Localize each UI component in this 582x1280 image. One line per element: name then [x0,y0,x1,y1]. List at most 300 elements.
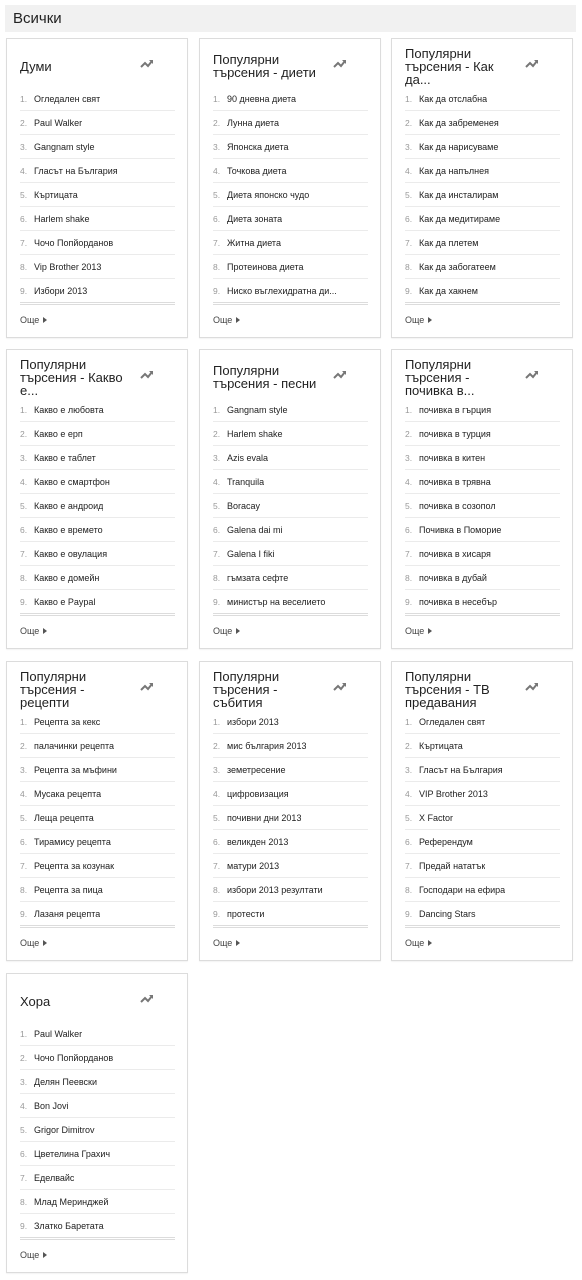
list-item[interactable] [20,494,175,518]
item-label: Boracay [227,500,261,511]
list-item[interactable] [213,470,368,494]
list-item[interactable] [213,758,368,782]
item-rank: 1. [405,93,413,104]
list-item[interactable] [213,207,368,231]
item-label: Harlem shake [227,428,283,439]
trending-up-icon[interactable] [525,682,539,692]
item-rank: 5. [213,189,221,200]
item-rank: 8. [213,572,221,583]
item-label: палачинки рецепта [34,740,115,751]
item-label: Рецепта за кекс [34,716,101,727]
item-rank: 3. [20,141,28,152]
item-label: Лунна диета [227,117,279,128]
item-label: великден 2013 [227,836,289,847]
item-label: Рецепта за пица [34,884,103,895]
item-rank: 7. [405,548,413,559]
list-item[interactable] [405,590,560,616]
item-rank: 6. [20,1148,28,1159]
item-label: Как да хакнем [419,285,478,296]
item-rank: 7. [20,1172,28,1183]
item-rank: 5. [213,812,221,823]
item-rank: 3. [213,452,221,463]
item-label: министър на веселието [227,596,326,607]
item-rank: 2. [405,428,413,439]
item-rank: 4. [20,165,28,176]
list-item[interactable] [20,854,175,878]
item-label: Гласът на България [34,165,118,176]
item-label: Какво е любовта [34,404,104,415]
item-label: Точкова диета [227,165,287,176]
list-item[interactable] [213,518,368,542]
item-rank: 9. [213,596,221,607]
item-label: Как да забременея [419,117,499,128]
item-label: Еделвайс [34,1172,75,1183]
chevron-right-icon [428,940,432,946]
list-item[interactable] [20,231,175,255]
list-item[interactable] [20,207,175,231]
list-item[interactable] [20,446,175,470]
item-label: Златко Баретата [34,1220,104,1231]
item-rank: 4. [20,1100,28,1111]
item-label: избори 2013 [227,716,279,727]
item-rank: 2. [405,740,413,751]
list-item[interactable] [20,87,175,111]
list-item[interactable] [20,1094,175,1118]
item-rank: 2. [20,428,28,439]
list-item[interactable] [405,782,560,806]
list-item[interactable] [213,734,368,758]
list-item[interactable] [20,902,175,928]
card-title[interactable]: Думи [20,58,52,74]
list-item[interactable] [405,183,560,207]
list-item[interactable] [20,183,175,207]
list-item[interactable] [213,902,368,928]
list-item[interactable] [213,710,368,734]
card-title[interactable]: Популярни търсения - Как да... [405,45,494,87]
more-link[interactable] [20,1250,47,1260]
item-label: цифровизация [227,788,289,799]
item-label: Как да плетем [419,237,479,248]
item-rank: 6. [405,213,413,224]
list-item[interactable] [213,255,368,279]
list-item[interactable] [20,782,175,806]
section-header: Всички [5,5,576,32]
list-item[interactable] [20,1118,175,1142]
item-label: протести [227,908,265,919]
item-label: Grigor Dimitrov [34,1124,95,1135]
item-rank: 4. [20,476,28,487]
list-item[interactable] [405,87,560,111]
card-title[interactable]: Популярни търсения - събития [213,668,280,710]
more-link[interactable] [405,938,432,948]
item-label: Предай нататък [419,860,486,871]
chevron-right-icon [236,317,240,323]
item-label: Как да напълнея [419,165,490,176]
more-label: Още [213,938,233,948]
item-rank: 9. [20,596,28,607]
list-item[interactable] [405,111,560,135]
item-label: Как да инсталирам [419,189,499,200]
list-item[interactable] [213,159,368,183]
list-item[interactable] [20,542,175,566]
card-title[interactable]: Популярни търсения - Какво е... [20,356,123,398]
item-label: Леща рецепта [34,812,94,823]
item-label: Tranquila [227,476,265,487]
item-rank: 3. [405,764,413,775]
item-rank: 1. [405,404,413,415]
item-rank: 3. [213,141,221,152]
list-item[interactable] [405,758,560,782]
list-item[interactable] [405,542,560,566]
item-rank: 7. [213,548,221,559]
list-item[interactable] [20,398,175,422]
trending-up-icon[interactable] [140,370,154,380]
item-rank: 1. [20,716,28,727]
list-item[interactable] [20,422,175,446]
more-link[interactable] [405,315,432,325]
trend-card [6,38,188,338]
list-item[interactable] [405,518,560,542]
item-label: Диета японско чудо [227,189,310,200]
item-label: Огледален свят [419,716,486,727]
item-label: Vip Brother 2013 [34,261,102,272]
list-item[interactable] [20,806,175,830]
item-rank: 9. [213,908,221,919]
item-rank: 9. [20,1220,28,1231]
trending-up-icon[interactable] [525,370,539,380]
list-item[interactable] [20,470,175,494]
item-label: Какво е смартфон [34,476,110,487]
list-item[interactable] [20,830,175,854]
list-item[interactable] [405,446,560,470]
more-link[interactable] [20,315,47,325]
list-item[interactable] [405,422,560,446]
list-item[interactable] [405,159,560,183]
item-label: Цветелина Грахич [34,1148,111,1159]
trend-list [20,1022,175,1240]
item-rank: 8. [20,261,28,272]
trending-up-icon[interactable] [525,59,539,69]
item-label: Господари на ефира [419,884,506,895]
list-item[interactable] [20,710,175,734]
list-item[interactable] [213,806,368,830]
item-label: Paul Walker [34,117,83,128]
card-title[interactable]: Хора [20,993,51,1009]
more-label: Още [213,626,233,636]
list-item[interactable] [405,902,560,928]
item-rank: 7. [405,237,413,248]
item-rank: 1. [20,1028,28,1039]
item-rank: 8. [405,261,413,272]
list-item[interactable] [405,830,560,854]
chevron-right-icon [428,628,432,634]
item-rank: 3. [20,452,28,463]
trending-up-icon[interactable] [333,682,347,692]
item-label: Какво е овулация [34,548,108,559]
item-label: Млад Меринджей [34,1196,109,1207]
trend-card [199,38,381,338]
list-item[interactable] [20,566,175,590]
item-label: Как да нарисуваме [419,141,499,152]
item-rank: 6. [20,836,28,847]
item-label: мис българия 2013 [227,740,307,751]
item-rank: 5. [405,812,413,823]
item-label: Какво е таблет [34,452,96,463]
item-label: Къртицата [419,740,463,751]
item-rank: 2. [213,428,221,439]
list-item[interactable] [213,279,368,305]
item-rank: 4. [213,165,221,176]
more-link[interactable] [213,626,240,636]
list-item[interactable] [405,279,560,305]
item-label: Paul Walker [34,1028,83,1039]
item-label: почивка в дубай [419,572,487,583]
trending-up-icon[interactable] [140,994,154,1004]
item-rank: 2. [20,117,28,128]
more-label: Още [405,315,425,325]
list-item[interactable] [213,111,368,135]
list-item[interactable] [213,494,368,518]
list-item[interactable] [20,758,175,782]
list-item[interactable] [20,878,175,902]
list-item[interactable] [405,255,560,279]
list-item[interactable] [213,566,368,590]
more-label: Още [20,1250,40,1260]
item-rank: 3. [405,452,413,463]
list-item[interactable] [20,159,175,183]
item-rank: 8. [20,572,28,583]
item-rank: 8. [405,884,413,895]
item-label: почивка в китен [419,452,486,463]
item-rank: 9. [405,596,413,607]
item-label: Какво е времето [34,524,103,535]
item-label: Какво е андроид [34,500,104,511]
chevron-right-icon [43,628,47,634]
item-rank: 4. [405,165,413,176]
list-item[interactable] [405,398,560,422]
item-rank: 2. [20,740,28,751]
item-rank: 9. [20,285,28,296]
list-item[interactable] [213,542,368,566]
item-rank: 9. [405,285,413,296]
list-item[interactable] [405,566,560,590]
card-title[interactable]: Популярни търсения - диети [213,52,316,80]
list-item[interactable] [405,207,560,231]
item-label: Тирамису рецепта [34,836,111,847]
item-rank: 5. [20,500,28,511]
item-label: почивни дни 2013 [227,812,302,823]
list-item[interactable] [213,422,368,446]
item-rank: 2. [213,117,221,128]
item-label: Къртицата [34,189,78,200]
list-item[interactable] [213,830,368,854]
list-item[interactable] [20,1046,175,1070]
item-rank: 1. [405,716,413,727]
item-label: Как да отслабна [419,93,488,104]
trend-card [391,661,573,961]
item-rank: 1. [20,404,28,415]
more-label: Още [20,938,40,948]
trending-up-icon[interactable] [140,682,154,692]
item-label: почивка в несебър [419,596,497,607]
item-rank: 6. [213,836,221,847]
item-label: почивка в гърция [419,404,492,415]
list-item[interactable] [213,135,368,159]
list-item[interactable] [20,1214,175,1240]
chevron-right-icon [43,1252,47,1258]
list-item[interactable] [20,1166,175,1190]
list-item[interactable] [20,1070,175,1094]
list-item[interactable] [20,590,175,616]
trending-up-icon[interactable] [333,370,347,380]
card-title[interactable]: Популярни търсения - рецепти [20,668,87,710]
list-item[interactable] [20,518,175,542]
more-link[interactable] [405,626,432,636]
item-rank: 4. [20,788,28,799]
list-item[interactable] [20,255,175,279]
list-item[interactable] [20,1190,175,1214]
list-item[interactable] [405,806,560,830]
item-rank: 1. [20,93,28,104]
list-item[interactable] [405,470,560,494]
list-item[interactable] [405,135,560,159]
item-rank: 2. [20,1052,28,1063]
item-rank: 2. [405,117,413,128]
list-item[interactable] [405,231,560,255]
list-item[interactable] [405,734,560,758]
trend-list [405,398,560,616]
item-label: Чочо Попйорданов [34,1052,114,1063]
item-rank: 4. [213,476,221,487]
item-rank: 9. [405,908,413,919]
item-label: Harlem shake [34,213,90,224]
list-item[interactable] [213,87,368,111]
more-link[interactable] [213,315,240,325]
item-label: Gangnam style [34,141,95,152]
trend-list [20,398,175,616]
trend-list [213,710,368,928]
list-item[interactable] [20,1142,175,1166]
list-item[interactable] [213,878,368,902]
trending-up-icon[interactable] [333,59,347,69]
trend-card [6,973,188,1273]
item-rank: 6. [213,213,221,224]
list-item[interactable] [20,111,175,135]
item-rank: 3. [405,141,413,152]
list-item[interactable] [213,782,368,806]
item-rank: 2. [213,740,221,751]
card-title[interactable]: Популярни търсения - ТВ предавания [405,668,490,710]
item-label: Референдум [419,836,473,847]
item-rank: 6. [20,213,28,224]
trend-list [213,87,368,305]
item-rank: 7. [405,860,413,871]
item-label: Bon Jovi [34,1100,69,1111]
item-rank: 5. [213,500,221,511]
trend-card [199,349,381,649]
trend-list [405,710,560,928]
item-label: Житна диета [227,237,281,248]
item-rank: 7. [20,237,28,248]
item-rank: 9. [213,285,221,296]
item-rank: 7. [213,237,221,248]
item-label: Чочо Попйорданов [34,237,114,248]
item-label: Почивка в Поморие [419,524,502,535]
item-rank: 6. [405,836,413,847]
item-label: Огледален свят [34,93,101,104]
item-rank: 9. [20,908,28,919]
trend-list [213,398,368,616]
list-item[interactable] [405,878,560,902]
trend-card [6,349,188,649]
item-label: избори 2013 резултати [227,884,323,895]
item-label: Делян Пеевски [34,1076,98,1087]
card-title[interactable]: Популярни търсения - почивка в... [405,356,475,398]
list-item[interactable] [20,279,175,305]
item-rank: 4. [213,788,221,799]
trend-card [391,349,573,649]
more-link[interactable] [213,938,240,948]
list-item[interactable] [213,446,368,470]
item-label: Протеинова диета [227,261,304,272]
item-label: Японска диета [227,141,289,152]
item-rank: 7. [213,860,221,871]
chevron-right-icon [43,940,47,946]
list-item[interactable] [213,590,368,616]
more-link[interactable] [20,938,47,948]
trending-up-icon[interactable] [140,59,154,69]
item-rank: 1. [213,716,221,727]
list-item[interactable] [405,494,560,518]
more-link[interactable] [20,626,47,636]
list-item[interactable] [213,398,368,422]
item-rank: 3. [20,1076,28,1087]
list-item[interactable] [405,854,560,878]
chevron-right-icon [428,317,432,323]
item-rank: 5. [20,812,28,823]
list-item[interactable] [20,734,175,758]
item-label: почивка в созопол [419,500,496,511]
more-label: Още [213,315,233,325]
item-label: Мусака рецепта [34,788,102,799]
item-rank: 8. [213,884,221,895]
more-label: Още [405,938,425,948]
item-rank: 3. [213,764,221,775]
card-title[interactable]: Популярни търсения - песни [213,363,317,391]
more-label: Още [405,626,425,636]
list-item[interactable] [20,135,175,159]
list-item[interactable] [213,183,368,207]
list-item[interactable] [405,710,560,734]
item-rank: 1. [213,404,221,415]
item-label: Какво е Paypal [34,596,96,607]
item-rank: 6. [20,524,28,535]
list-item[interactable] [213,854,368,878]
chevron-right-icon [43,317,47,323]
item-rank: 5. [20,189,28,200]
item-rank: 8. [20,884,28,895]
item-label: Диета зоната [227,213,283,224]
chevron-right-icon [236,628,240,634]
item-label: Избори 2013 [34,285,88,296]
item-label: 90 дневна диета [227,93,297,104]
list-item[interactable] [213,231,368,255]
item-label: Какво е домейн [34,572,100,583]
item-rank: 7. [20,548,28,559]
more-label: Още [20,626,40,636]
chevron-right-icon [236,940,240,946]
list-item[interactable] [20,1022,175,1046]
